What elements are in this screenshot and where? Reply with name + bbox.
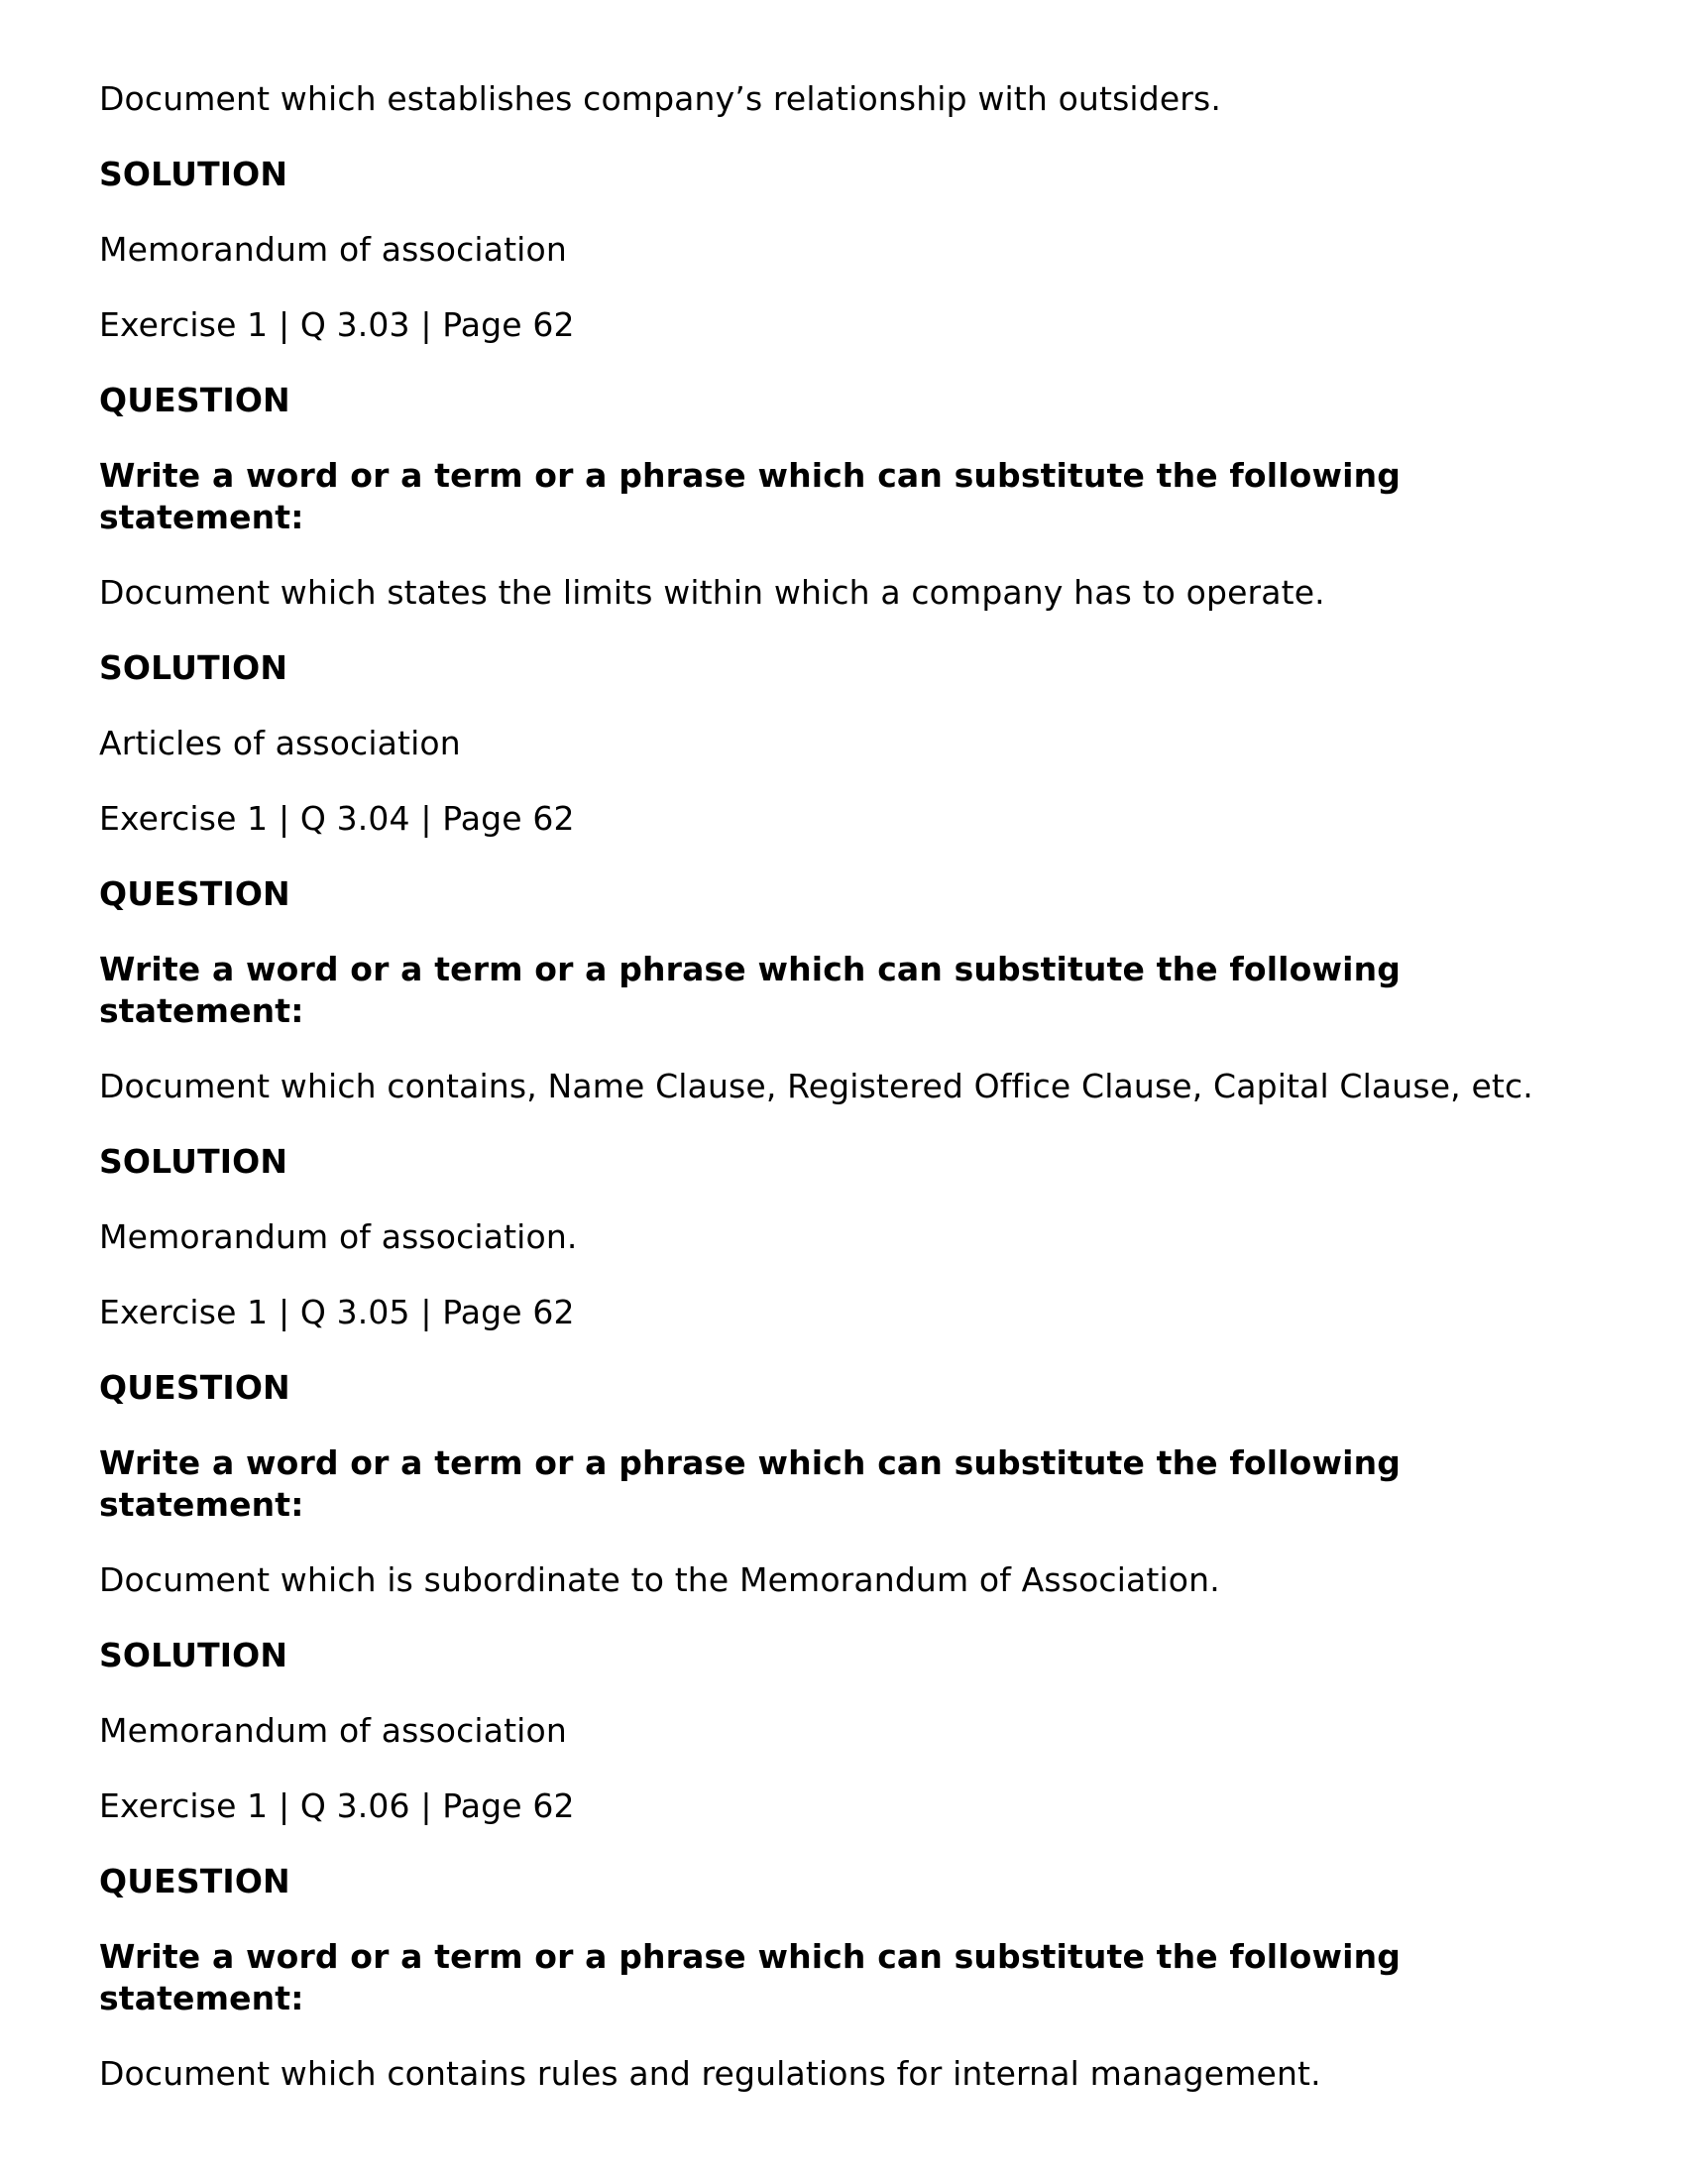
- question-prompt: Write a word or a term or a phrase which can substitute the following statement:: [99, 456, 1401, 536]
- exercise-reference: Exercise 1 | Q 3.04 | Page 62: [99, 799, 575, 838]
- question-prompt: Write a word or a term or a phrase which can substitute the following statement:: [99, 950, 1401, 1030]
- question-prompt: Write a word or a term or a phrase which can substitute the following statement:: [99, 1443, 1401, 1524]
- question-heading: QUESTION: [99, 874, 290, 913]
- solution-answer: Articles of association: [99, 724, 461, 762]
- question-heading: QUESTION: [99, 1862, 290, 1900]
- exercise-reference: Exercise 1 | Q 3.03 | Page 62: [99, 305, 575, 344]
- solution-heading: SOLUTION: [99, 1636, 288, 1674]
- question-statement: Document which contains rules and regulations for internal management.: [99, 2054, 1321, 2093]
- solution-answer: Memorandum of association: [99, 1711, 567, 1750]
- question-prompt: Write a word or a term or a phrase which can substitute the following statement:: [99, 1937, 1401, 2017]
- solution-heading: SOLUTION: [99, 155, 288, 193]
- exercise-reference: Exercise 1 | Q 3.06 | Page 62: [99, 1786, 575, 1825]
- question-heading: QUESTION: [99, 1368, 290, 1407]
- solution-heading: SOLUTION: [99, 648, 288, 687]
- solution-heading: SOLUTION: [99, 1142, 288, 1181]
- question-statement: Document which states the limits within which a company has to operate.: [99, 573, 1325, 612]
- solution-answer: Memorandum of association: [99, 230, 567, 269]
- question-heading: QUESTION: [99, 381, 290, 419]
- exercise-reference: Exercise 1 | Q 3.05 | Page 62: [99, 1293, 575, 1331]
- question-statement: Document which is subordinate to the Memorandum of Association.: [99, 1560, 1220, 1599]
- question-statement: Document which contains, Name Clause, Registered Office Clause, Capital Clause, etc.: [99, 1067, 1533, 1105]
- question-statement: Document which establishes company’s relationship with outsiders.: [99, 79, 1221, 118]
- solution-answer: Memorandum of association.: [99, 1217, 578, 1256]
